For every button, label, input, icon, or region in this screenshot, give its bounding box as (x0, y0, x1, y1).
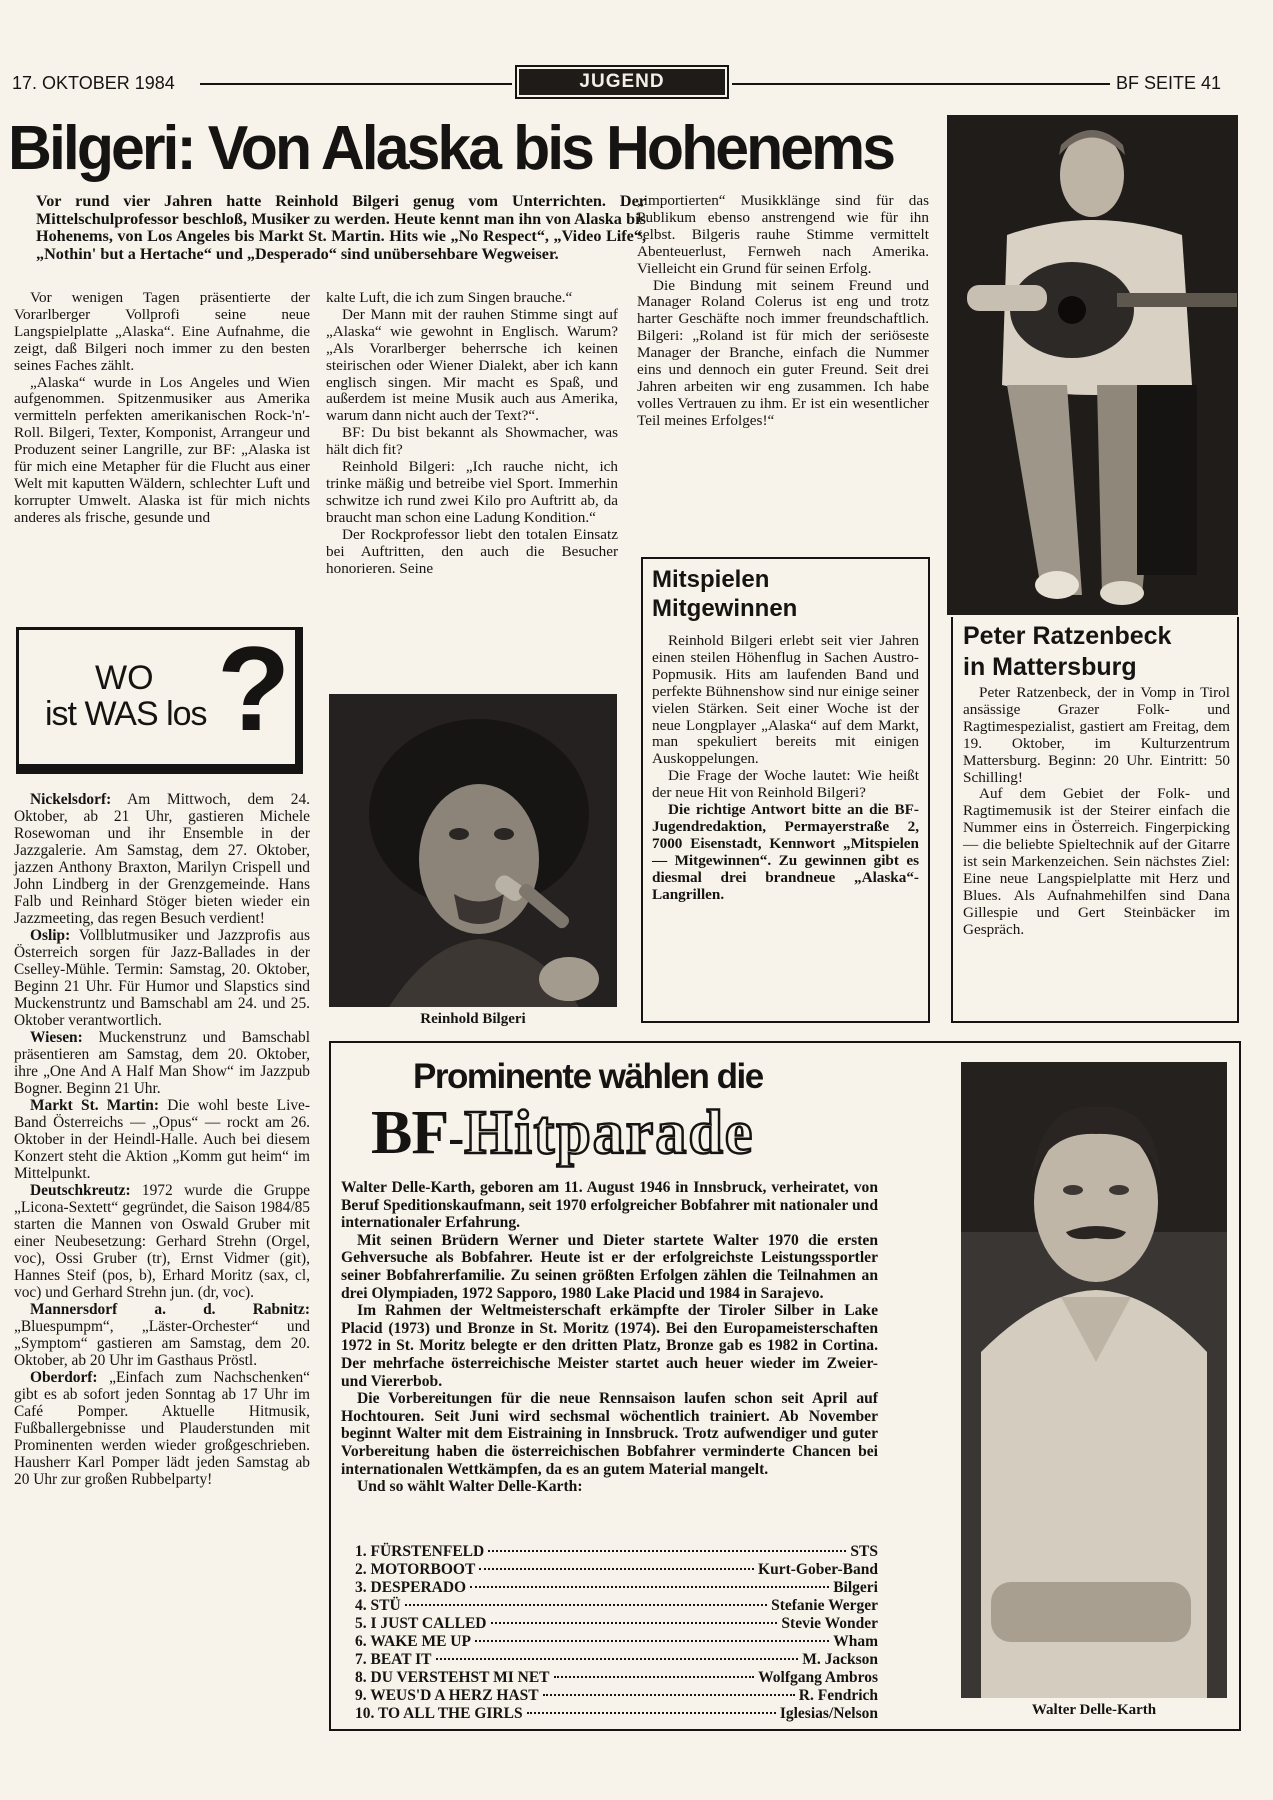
leader-dots (405, 1604, 767, 1606)
ratzenbeck-paragraph: Peter Ratzenbeck, der in Vomp in Tirol ansässige Grazer Folk- und Ragtimespezialist, gastiert am Freitag, dem 19. Oktober, im Kulturzentrum Mattersburg. Beginn: 20 Uhr. Eintritt: 50 Schilling! (963, 684, 1230, 786)
song-title: 4. STÜ (355, 1597, 401, 1614)
section-name: JUGEND (519, 69, 725, 95)
article-column-3 (637, 193, 929, 430)
events-list (14, 791, 310, 1488)
song-artist: R. Fendrich (798, 1687, 878, 1704)
song-artist: Kurt-Gober-Band (758, 1561, 878, 1578)
article-paragraph: kalte Luft, die ich zum Singen brauche.“ (326, 289, 573, 306)
hitparade-paragraph: Mit seinen Brüdern Werner und Dieter startete Walter 1970 die ersten Gehversuche als Bobfahrer. Heute ist er der erfolgreichste Leistungssportler seiner Bobfahrerfamilie. Zu seinen größten Erfolgen zählen die Teilnahmen an drei Olympiaden, 1972 Sapporo, 1980 Lake Placid und 1984 in Sarajevo. (341, 1231, 878, 1302)
ratzenbeck-title-line-1: Peter Ratzenbeck (963, 622, 1172, 650)
song-artist: Iglesias/Nelson (779, 1705, 878, 1722)
question-mark-icon: ? (217, 622, 291, 756)
delle-karth-photo-caption: Walter Delle-Karth (1031, 1702, 1157, 1718)
contest-box (641, 557, 930, 1023)
event-entry (14, 927, 310, 1029)
hitparade-logo-word: Hitparade (464, 1099, 755, 1167)
hitparade-paragraph: Walter Delle-Karth, geboren am 11. August 1946 in Innsbruck, verheiratet, von Beruf Speditionskaufmann, seit 1970 erfolgreicher Bobfahrer mit nationaler und internationaler Erfahrung. (341, 1179, 878, 1232)
hitparade-text (341, 1179, 878, 1496)
event-description: Vollblutmusiker und Jazzprofis aus Österreich sorgen für Jazz-Ballades in der Cselley-Mühle. Termin: Samstag, 20. Oktober, Beginn 21 Uhr. Für Humor und Slapstics sind Muckenstruntz und Bamschabl am 24. und 25. Oktober verantwortlich. (14, 927, 310, 1029)
hitparade-list-item (355, 1705, 878, 1723)
page-number: BF SEITE 41 (1116, 73, 1222, 93)
song-artist: Wham (833, 1633, 878, 1650)
leader-dots (488, 1550, 846, 1552)
event-location: Oslip: (30, 927, 71, 944)
song-artist: STS (850, 1543, 878, 1560)
event-entry (14, 1301, 310, 1369)
song-title: 2. MOTORBOOT (355, 1561, 476, 1578)
logo-dash: - (448, 1111, 465, 1164)
delle-karth-photo (961, 1062, 1227, 1698)
contest-paragraph: Reinhold Bilgeri erlebt seit vier Jahren einen steilen Höhenflug in Sachen Austro-Popmusik. Hits am laufenden Band und perfekte Bühnenshow sind nur einige seiner vielen Stärken. Seit einer Woche ist der neue Longplayer „Alaska“ auf dem Markt, man spekuliert bereits mit einigen Auskoppelungen. (652, 632, 919, 768)
header-rule-right (732, 83, 1110, 85)
article-paragraph: „importierten“ Musikklänge sind für das Publikum ebenso anstrengend wie für ihn selbst. Bilgeris rauhe Stimme vermittelt Abenteuerlust, Fernweh nach Amerika. Vielleicht ein Grund für seinen Erfolg. (637, 192, 929, 277)
event-description: Die wohl beste Live-Band Österreichs — „Opus“ — rockt am 26. Oktober in der Heindl-Halle. Auch bei diesem Konzert steht die Aktion „Komm gut heim“ im Mittelpunkt. (14, 1097, 310, 1182)
song-artist: M. Jackson (802, 1651, 878, 1668)
event-description: 1972 wurde die Gruppe „Licona-Sextett“ gegründet, die Saison 1984/85 starten die Mannen von Oswald Gruber mit einer Neubesetzung: Gerhard Strehn (Orgel, voc), Ossi Gruber (tr), Ernst Vidmer (git), Hannes Steif (pos, b), Erhard Moritz (sax, cl, voc) und Gerhard Strehn jun. (dr, voc). (14, 1182, 310, 1301)
event-location: Nickelsdorf: (30, 791, 112, 808)
section-label (515, 65, 729, 99)
leader-dots (543, 1694, 795, 1696)
article-column-2 (326, 290, 618, 577)
bilgeri-singing-illustration (329, 694, 617, 1007)
event-location: Mannersdorf a. d. Rabnitz: (30, 1301, 310, 1318)
hitparade-list-item (355, 1633, 878, 1651)
leader-dots (491, 1622, 778, 1624)
leader-dots (479, 1568, 754, 1570)
bf-logo-text: BF (371, 1099, 449, 1167)
ratzenbeck-guitar-photo (947, 115, 1238, 615)
article-paragraph: Der Mann mit der rauhen Stimme singt auf „Alaska“ wie gewohnt in Englisch. Warum? „Als Vorarlberger beherrsche ich keinen steirischen oder Wiener Dialekt, aber ich kann englisch singen. Mir macht es Spaß, und außerdem ist meine Musik auch aus Amerika, warum dann nicht auch der Text?“. (326, 305, 618, 425)
hitparade-paragraph: Die Vorbereitungen für die neue Rennsaison laufen schon seit April auf Hochtouren. Seit Juni wird sechsmal wöchentlich trainiert. Ab November beginnt Walter mit dem Eistraining in Innsbruck. Trotz aufwendiger und guter Vorbereitung haben die österreichischen Bobfahrer verminderte Chancen bei internationalen Wettkämpfen, da es an gutem Material mangelt. (341, 1390, 878, 1478)
leader-dots (475, 1640, 829, 1642)
event-entry (14, 1369, 310, 1488)
song-artist: Stefanie Werger (771, 1597, 878, 1614)
song-title: 5. I JUST CALLED (355, 1615, 487, 1632)
ratzenbeck-title-line-2: in Mattersburg (963, 653, 1137, 681)
song-title: 10. TO ALL THE GIRLS (355, 1705, 523, 1722)
event-location: Deutschkreutz: (30, 1182, 131, 1199)
bilgeri-singing-photo (329, 694, 617, 1007)
hitparade-list-item (355, 1669, 878, 1687)
event-entry (14, 1182, 310, 1301)
song-artist: Bilgeri (833, 1579, 878, 1596)
event-description: Am Mittwoch, dem 24. Oktober, ab 21 Uhr, gastieren Michele Rosewoman und ihr Ensemble in der Jazzgalerie. Am Samstag, dem 27. Oktober, jazzen Anthony Braxton, Marilyn Crispell und John Lindberg in der Grenzgemeinde. Hans Falb und Reinhard Stöger bieten wieder ein Jazzmeeting, das regen Besuch verdient! (14, 791, 311, 927)
song-title: 7. BEAT IT (355, 1651, 432, 1668)
event-location: Wiesen: (30, 1029, 83, 1046)
wo-label: WO (95, 659, 154, 697)
article-paragraph: Reinhold Bilgeri: „Ich rauche nicht, ich trinke mäßig und betreibe viel Sport. Immerhin schwitze ich rund zwei Kilo pro Auftritt ab, da braucht man schon eine Ladung Kondition.“ (326, 458, 618, 526)
delle-karth-illustration (961, 1062, 1227, 1698)
article-paragraph: Vor wenigen Tagen präsentierte der Vorarlberger Vollprofi seine neue Langspielplatte „Alaska“. Eine Aufnahme, die zeigt, daß Bilgeri noch immer zu den besten seines Faches zählt. (14, 289, 310, 374)
issue-date: 17. OKTOBER 1984 (12, 73, 175, 93)
event-entry (14, 1029, 310, 1097)
leader-dots (527, 1712, 776, 1714)
event-entry (14, 791, 310, 927)
ratzenbeck-title (963, 621, 1171, 683)
song-title: 1. FÜRSTENFELD (355, 1543, 485, 1560)
hitparade-list-item (355, 1687, 878, 1705)
song-title: 3. DESPERADO (355, 1579, 467, 1596)
hitparade-list-item (355, 1651, 878, 1669)
hitparade-list-item (355, 1561, 878, 1579)
hitparade-box (329, 1041, 1241, 1731)
contest-title-line-2: Mitgewinnen (652, 595, 798, 622)
ratzenbeck-text (963, 685, 1230, 939)
article-paragraph: Die Bindung mit seinem Freund und Manager Roland Colerus ist eng und trotz harter Geschäfte noch immer freundschaftlich. Bilgeri: „Roland ist für mich der seriöseste Manager der Branche, einfach die Nummer eins und dennoch ein guter Freund. Seit drei Jahren arbeiten wir eng zusammen. Ich habe volles Vertrauen zu ihm. Er ist ein wesentlicher Teil meines Erfolges!“ (637, 276, 929, 429)
bilgeri-photo-caption: Reinhold Bilgeri (420, 1011, 526, 1027)
ratzenbeck-box (951, 617, 1239, 1023)
song-title: 8. DU VERSTEHST MI NET (355, 1669, 550, 1686)
event-location: Markt St. Martin: (30, 1097, 159, 1114)
hitparade-list (355, 1543, 878, 1723)
article-paragraph: BF: Du bist bekannt als Showmacher, was hält dich fit? (326, 424, 618, 459)
hitparade-list-item (355, 1597, 878, 1615)
event-entry (14, 1097, 310, 1182)
leader-dots (470, 1586, 829, 1588)
wo-ist-was-los-box (16, 622, 303, 774)
song-artist: Wolfgang Ambros (758, 1669, 878, 1686)
contest-text (652, 633, 919, 904)
hitparade-paragraph: Im Rahmen der Weltmeisterschaft erkämpfte der Tiroler Silber in Lake Placid (1973) und Bronze in St. Moritz (1974). Bei den Europameisterschaften 1972 in St. Moritz belegte er den dritten Platz, Bronze gab es 1982 in Cortina. Der mehrfache österreichische Meister startet auch heuer wieder im Zweier- und Viererbob. (341, 1302, 878, 1390)
event-description: „Einfach zum Nachschenken“ gibt es ab sofort jeden Sonntag ab 17 Uhr im Café Pomper. Aktuelle Hitmusik, Fußballergebnisse und Plauderstunden mit Prominenten werden wieder großgeschrieben. Hausherr Karl Pomper lädt jeden Samstag ab 20 Uhr zur großen Rubbelparty! (14, 1369, 310, 1488)
event-description: „Bluespumpm“, „Läster-Orchester“ und „Symptom“ gastieren am Samstag, dem 20. Oktober, ab 20 Uhr im Gasthaus Pröstl. (14, 1318, 310, 1369)
guitarist-illustration (947, 115, 1238, 615)
article-paragraph: Der Rockprofessor liebt den totalen Einsatz bei Auftritten, den auch die Besucher honorieren. Seine (326, 525, 618, 577)
contest-title-line-1: Mitspielen (652, 566, 770, 593)
contest-entry-instructions: Die richtige Antwort bitte an die BF-Jugendredaktion, Permayerstraße 2, 7000 Eisenstadt, Kennwort „Mitspielen — Mitgewinnen“. Zu gewinnen gibt es diesmal drei brandneue „Alaska“-Langrillen. (652, 801, 919, 903)
was-los-label: ist WAS los (45, 695, 207, 733)
song-title: 9. WEUS'D A HERZ HAST (355, 1687, 539, 1704)
lead-paragraph: Vor rund vier Jahren hatte Reinhold Bilgeri genug vom Unterrichten. Der Mittelschulprofessor beschloß, Musiker zu werden. Heute kennt man ihn von Alaska bis Hohenems, von Los Angeles bis Markt St. Martin. Hits wie „No Respect“, „Video Life“, „Nothin' but a Hertache“ und „Desperado“ sind unübersehbare Wegweiser. (36, 192, 646, 263)
headline: Bilgeri: Von Alaska bis Hohenems (8, 114, 894, 183)
hitparade-kicker: Prominente wählen die (413, 1057, 763, 1096)
ratzenbeck-paragraph: Auf dem Gebiet der Folk- und Ragtimemusik ist der Steirer einfach die Nummer eins in Österreich. Fingerpicking — die beliebte Spieltechnik auf der Gitarre ist sein Markenzeichen. Sein nächstes Ziel: Eine neue Langspielplatte mit Herz und Blues. Als Aufnahmehilfen sind Dana Gillespie und Gert Steinbäcker im Gespräch. (963, 785, 1230, 938)
leader-dots (554, 1676, 755, 1678)
contest-paragraph: Die Frage der Woche lautet: Wie heißt der neue Hit von Reinhold Bilgeri? (652, 767, 919, 802)
hitparade-list-item (355, 1579, 878, 1597)
song-artist: Stevie Wonder (781, 1615, 878, 1632)
article-paragraph: „Alaska“ wurde in Los Angeles und Wien aufgenommen. Spitzenmusiker aus Amerika vermitteln perfekten amerikanischen Rock-'n'-Roll. Bilgeri, Texter, Komponist, Arrangeur und Produzent seiner Langrille, zur BF: „Alaska ist für mich eine Metapher für die Flucht aus einer Welt mit kaputten Wäldern, schlechter Luft und korrupter Umwelt. Alaska ist für mich nichts anderes als frische, gesunde und (14, 373, 310, 526)
song-title: 6. WAKE ME UP (355, 1633, 471, 1650)
bf-hitparade-logo (371, 1097, 754, 1174)
article-column-1 (14, 290, 310, 527)
leader-dots (436, 1658, 799, 1660)
hitparade-list-item (355, 1543, 878, 1561)
contest-title (652, 565, 797, 623)
header-rule-left (200, 83, 512, 85)
event-description: Muckenstrunz und Bamschabl präsentieren am Samstag, dem 20. Oktober, ihre „One And A Half Man Show“ im Jazzpub Bogner. Beginn 21 Uhr. (14, 1029, 310, 1097)
hitparade-paragraph: Und so wählt Walter Delle-Karth: (357, 1478, 583, 1496)
event-location: Oberdorf: (30, 1369, 98, 1386)
hitparade-list-item (355, 1615, 878, 1633)
